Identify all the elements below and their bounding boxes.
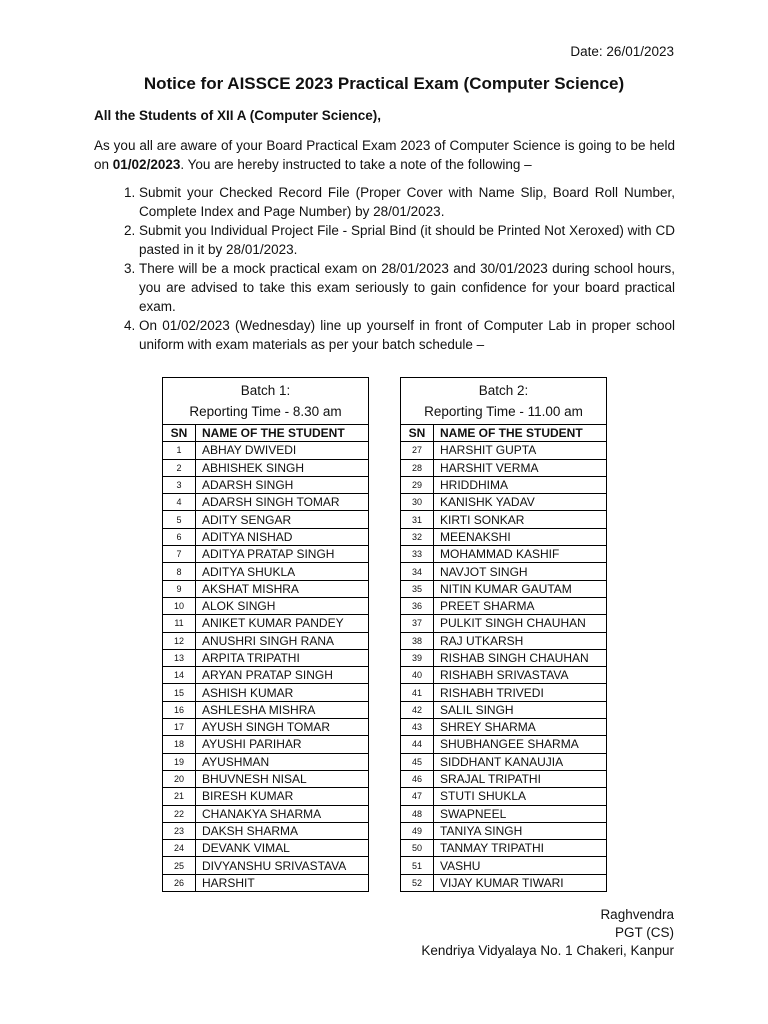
student-serial-number: 46 (401, 770, 434, 787)
instruction-item: 1. Submit your Checked Record File (Proper Cover with Name Slip, Board Roll Number, Complete Index and Page Number) by 28/01/2023. (139, 183, 675, 221)
table-row (163, 597, 368, 614)
table-row (401, 615, 606, 632)
table-row (401, 805, 606, 822)
student-serial-number: 13 (163, 649, 196, 666)
instruction-list (94, 183, 675, 354)
student-name: SIDDHANT KANAUJIA (434, 753, 607, 770)
student-serial-number: 41 (401, 684, 434, 701)
student-name: SALIL SINGH (434, 701, 607, 718)
table-row (163, 580, 368, 597)
table-row (401, 874, 606, 891)
student-name: RISHAB SINGH CHAUHAN (434, 649, 607, 666)
table-row (163, 840, 368, 857)
student-name: ABHISHEK SINGH (196, 459, 369, 476)
student-name: HARSHIT GUPTA (434, 442, 607, 459)
student-name: BIRESH KUMAR (196, 788, 369, 805)
table-row (401, 857, 606, 874)
student-serial-number: 43 (401, 719, 434, 736)
table-row (401, 563, 606, 580)
batch-2-rows (401, 425, 606, 891)
table-row (163, 615, 368, 632)
table-row (163, 822, 368, 839)
table-row (163, 857, 368, 874)
table-row (163, 701, 368, 718)
batch-1-title: Batch 1: (240, 383, 291, 398)
student-name: ALOK SINGH (196, 597, 369, 614)
student-serial-number: 30 (401, 494, 434, 511)
table-row (163, 667, 368, 684)
student-name: NAVJOT SINGH (434, 563, 607, 580)
student-name: RISHABH SRIVASTAVA (434, 667, 607, 684)
table-row (163, 719, 368, 736)
student-name: RISHABH TRIVEDI (434, 684, 607, 701)
student-serial-number: 20 (163, 770, 196, 787)
signatory-designation: PGT (CS) (614, 925, 674, 940)
table-row (401, 822, 606, 839)
student-serial-number: 18 (163, 736, 196, 753)
student-serial-number: 44 (401, 736, 434, 753)
student-name: ADITYA NISHAD (196, 528, 369, 545)
batch-2-header (401, 378, 606, 425)
instruction-item: 4. On 01/02/2023 (Wednesday) line up yourself in front of Computer Lab in proper school uniform with exam materials as per your batch schedule – (139, 316, 675, 354)
student-serial-number: 49 (401, 822, 434, 839)
student-serial-number: 23 (163, 822, 196, 839)
student-name: ARYAN PRATAP SINGH (196, 667, 369, 684)
table-row (163, 511, 368, 528)
student-name: TANIYA SINGH (434, 822, 607, 839)
student-serial-number: 39 (401, 649, 434, 666)
table-row (401, 736, 606, 753)
student-name: VASHU (434, 857, 607, 874)
student-serial-number: 8 (163, 563, 196, 580)
student-serial-number: 16 (163, 701, 196, 718)
instruction-item: 3. There will be a mock practical exam on 28/01/2023 and 30/01/2023 during school hours, you are advised to take this exam seriously to gain confidence for your board practical exam. (139, 259, 675, 316)
intro-text-part2: . You are hereby instructed to take a note of the following – (180, 157, 532, 172)
student-serial-number: 24 (163, 840, 196, 857)
student-serial-number: 21 (163, 788, 196, 805)
student-name: ADITYA PRATAP SINGH (196, 546, 369, 563)
student-name: MEENAKSHI (434, 528, 607, 545)
student-name: ADITYA SHUKLA (196, 563, 369, 580)
signature-block (421, 906, 674, 960)
student-serial-number: 31 (401, 511, 434, 528)
table-row (401, 476, 606, 493)
table-row (401, 597, 606, 614)
notice-date: Date: 26/01/2023 (570, 44, 674, 59)
table-row (401, 649, 606, 666)
student-name: DEVANK VIMAL (196, 840, 369, 857)
table-row (163, 546, 368, 563)
table-row (401, 632, 606, 649)
table-row (163, 788, 368, 805)
table-row (401, 753, 606, 770)
student-name: ABHAY DWIVEDI (196, 442, 369, 459)
student-name: TANMAY TRIPATHI (434, 840, 607, 857)
school-name: Kendriya Vidyalaya No. 1 Chakeri, Kanpur (421, 943, 674, 958)
table-row (401, 667, 606, 684)
column-header-sn: SN (163, 425, 196, 442)
intro-text-part1: As you all are aware of your Board Practical Exam 2023 of Computer Science is going to be held on (94, 138, 675, 172)
student-serial-number: 32 (401, 528, 434, 545)
table-header-row (401, 425, 606, 442)
student-name: SHUBHANGEE SHARMA (434, 736, 607, 753)
student-serial-number: 37 (401, 615, 434, 632)
salutation: All the Students of XII A (Computer Science), (94, 108, 382, 123)
student-name: HRIDDHIMA (434, 476, 607, 493)
student-name: SRAJAL TRIPATHI (434, 770, 607, 787)
student-name: PULKIT SINGH CHAUHAN (434, 615, 607, 632)
table-row (163, 736, 368, 753)
column-header-name: NAME OF THE STUDENT (440, 426, 583, 441)
student-name: ADARSH SINGH (196, 476, 369, 493)
student-name: AYUSHI PARIHAR (196, 736, 369, 753)
student-name: ARPITA TRIPATHI (196, 649, 369, 666)
student-serial-number: 12 (163, 632, 196, 649)
table-row (163, 753, 368, 770)
student-name: PREET SHARMA (434, 597, 607, 614)
student-name: DAKSH SHARMA (196, 822, 369, 839)
student-name: DIVYANSHU SRIVASTAVA (196, 857, 369, 874)
table-row (401, 788, 606, 805)
table-row (163, 684, 368, 701)
student-name: ANIKET KUMAR PANDEY (196, 615, 369, 632)
student-serial-number: 35 (401, 580, 434, 597)
table-row (163, 649, 368, 666)
student-name: ASHISH KUMAR (196, 684, 369, 701)
student-serial-number: 40 (401, 667, 434, 684)
student-serial-number: 1 (163, 442, 196, 459)
student-name: KIRTI SONKAR (434, 511, 607, 528)
student-name: AKSHAT MISHRA (196, 580, 369, 597)
student-serial-number: 47 (401, 788, 434, 805)
student-name: CHANAKYA SHARMA (196, 805, 369, 822)
student-serial-number: 3 (163, 476, 196, 493)
table-row (401, 494, 606, 511)
table-row (401, 580, 606, 597)
table-row (401, 528, 606, 545)
exam-date: 01/02/2023 (112, 157, 181, 172)
student-serial-number: 36 (401, 597, 434, 614)
batch-1-header (163, 378, 368, 425)
table-row (163, 770, 368, 787)
student-serial-number: 6 (163, 528, 196, 545)
student-name: SWAPNEEL (434, 805, 607, 822)
table-header-row (163, 425, 368, 442)
student-serial-number: 10 (163, 597, 196, 614)
table-row (401, 459, 606, 476)
student-name: SHREY SHARMA (434, 719, 607, 736)
table-row (163, 476, 368, 493)
student-name: VIJAY KUMAR TIWARI (434, 874, 607, 891)
table-row (163, 528, 368, 545)
table-row (401, 701, 606, 718)
student-serial-number: 4 (163, 494, 196, 511)
table-row (163, 805, 368, 822)
student-serial-number: 26 (163, 874, 196, 891)
student-serial-number: 15 (163, 684, 196, 701)
table-row (401, 511, 606, 528)
student-name: HARSHIT VERMA (434, 459, 607, 476)
student-serial-number: 9 (163, 580, 196, 597)
student-serial-number: 25 (163, 857, 196, 874)
student-serial-number: 14 (163, 667, 196, 684)
column-header-sn: SN (401, 425, 434, 442)
table-row (163, 494, 368, 511)
student-name: STUTI SHUKLA (434, 788, 607, 805)
student-serial-number: 7 (163, 546, 196, 563)
batch-2-title: Batch 2: (478, 383, 529, 398)
student-serial-number: 19 (163, 753, 196, 770)
student-name: AYUSH SINGH TOMAR (196, 719, 369, 736)
student-serial-number: 52 (401, 874, 434, 891)
student-serial-number: 34 (401, 563, 434, 580)
student-name: AYUSHMAN (196, 753, 369, 770)
table-row (163, 442, 368, 459)
table-row (401, 684, 606, 701)
table-row (401, 770, 606, 787)
student-name: ANUSHRI SINGH RANA (196, 632, 369, 649)
batch-1-table (162, 377, 369, 892)
student-name: RAJ UTKARSH (434, 632, 607, 649)
student-serial-number: 45 (401, 753, 434, 770)
student-serial-number: 33 (401, 546, 434, 563)
table-row (163, 563, 368, 580)
student-name: BHUVNESH NISAL (196, 770, 369, 787)
instruction-item: 2. Submit you Individual Project File - Sprial Bind (it should be Printed Not Xeroxed) with CD pasted in it by 28/01/2023. (139, 221, 675, 259)
student-serial-number: 5 (163, 511, 196, 528)
student-serial-number: 27 (401, 442, 434, 459)
student-name: HARSHIT (196, 874, 369, 891)
notice-title: Notice for AISSCE 2023 Practical Exam (Computer Science) (143, 74, 625, 93)
table-row (401, 442, 606, 459)
student-serial-number: 2 (163, 459, 196, 476)
signatory-name: Raghvendra (600, 907, 674, 922)
student-serial-number: 42 (401, 701, 434, 718)
batch-1-reporting-time: Reporting Time - 8.30 am (189, 404, 342, 419)
student-name: MOHAMMAD KASHIF (434, 546, 607, 563)
student-serial-number: 29 (401, 476, 434, 493)
student-serial-number: 38 (401, 632, 434, 649)
student-name: KANISHK YADAV (434, 494, 607, 511)
intro-paragraph (94, 136, 675, 174)
table-row (163, 874, 368, 891)
column-header-name: NAME OF THE STUDENT (202, 426, 345, 441)
student-serial-number: 22 (163, 805, 196, 822)
table-row (163, 459, 368, 476)
student-serial-number: 28 (401, 459, 434, 476)
student-name: ADITY SENGAR (196, 511, 369, 528)
student-name: ASHLESHA MISHRA (196, 701, 369, 718)
student-name: NITIN KUMAR GAUTAM (434, 580, 607, 597)
student-serial-number: 51 (401, 857, 434, 874)
batch-2-table (400, 377, 607, 892)
table-row (401, 719, 606, 736)
student-serial-number: 11 (163, 615, 196, 632)
table-row (401, 840, 606, 857)
student-serial-number: 17 (163, 719, 196, 736)
student-serial-number: 50 (401, 840, 434, 857)
student-serial-number: 48 (401, 805, 434, 822)
batch-1-rows (163, 425, 368, 891)
batch-2-reporting-time: Reporting Time - 11.00 am (424, 404, 583, 419)
student-name: ADARSH SINGH TOMAR (196, 494, 369, 511)
table-row (163, 632, 368, 649)
table-row (401, 546, 606, 563)
